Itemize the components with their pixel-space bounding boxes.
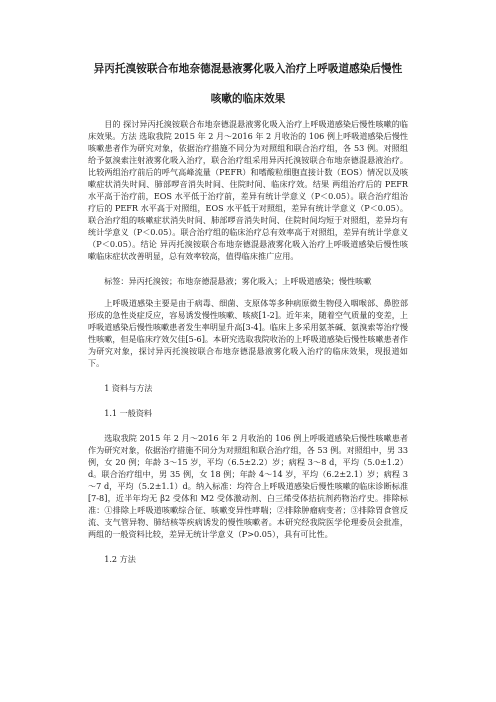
intro-paragraph: 上呼吸道感染主要是由于病毒、细菌、支原体等多种病原微生物侵入咽喉部、鼻腔部形成的急性炎症反应，容易诱发慢性咳嗽、咳痰[1-2]。近年来，随着空气质量的变差，上呼吸道感染后慢性咳嗽患者发生率明显升高[3-4]。临床上多采用氨茶碱、氨溴索等治疗慢性咳嗽，但是临床疗效欠佳[5-6]。本研究选取我院收治的上呼吸道感染后慢性咳嗽患者作为研究对象，探讨异丙托溴铵联合布地奈德混悬液雾化吸入治疗的临床效果，现报道如下。: [88, 298, 408, 368]
abstract-paragraph: 目的 探讨异丙托溴铵联合布地奈德混悬液雾化吸入治疗上呼吸道感染后慢性咳嗽的临床效果。方法 选取我院 2015 年 2 月～2016 年 2 月收治的 106 例上呼吸道感染后慢性咳嗽患者作为研究对象，依据治疗措施不同分为对照组和联合治疗组，各 53 例。对照组给予氨溴索注射液雾化吸入治疗，联合治疗组采用异丙托溴铵联合布地奈德混悬液治疗。比较两组治疗前后的呼气高峰流量（PEFR）和嗜酸粒细胞直接计数（EOS）情况以及咳嗽症状消失时间、肺部啰音消失时间、住院时间、临床疗效。结果 两组治疗后的 PEFR 水平高于治疗前，EOS 水平低于治疗前，差异有统计学意义（P＜0.05）。联合治疗组治疗后的 PEFR 水平高于对照组，EOS 水平低于对照组，差异有统计学意义（P＜0.05）。联合治疗组的咳嗽症状消失时间、肺部啰音消失时间、住院时间均短于对照组，差异均有统计学意义（P＜0.05）。联合治疗组的临床治疗总有效率高于对照组，差异有统计学意义（P＜0.05）。结论 异丙托溴铵联合布地奈德混悬液雾化吸入治疗上呼吸道感染后慢性咳嗽临床症状改善明显，总有效率较高，值得临床推广应用。: [88, 119, 408, 261]
section-heading-1-1: 1.1 一般资料: [104, 408, 153, 418]
keywords-line: 标签：异丙托溴铵；布地奈德混悬液；雾化吸入；上呼吸道感染；慢性咳嗽: [104, 276, 372, 286]
section-heading-1-2: 1.2 方法: [104, 554, 136, 564]
title-line-2: 咳嗽的临床效果: [210, 93, 286, 105]
section-heading-1: 1 资料与方法: [104, 383, 153, 393]
general-data-paragraph: 选取我院 2015 年 2 月～2016 年 2 月收治的 106 例上呼吸道感染后慢性咳嗽患者作为研究对象，依据治疗措施不同分为对照组和联合治疗组，各 53 例。对照组中，男 33 例，女 20 例；年龄 3～15 岁，平均（6.5±2.2）岁；病程 3～8 d，平均（5.0±1.2）d。联合治疗组中，男 35 例，女 18 例；年龄 4～14 岁，平均（6.2±2.1）岁；病程 3～7 d，平均（5.2±1.1）d。纳入标准：均符合上呼吸道感染后慢性咳嗽的临床诊断标准[7-8]，近半年均无 β2 受体和 M2 受体激动剂、白三烯受体拮抗剂药物治疗史。排除标准：①排除上呼吸道咳嗽综合征、咳嗽变异性哮喘；②排除肿瘤病变者；③排除胃食管反流、支气管异物、肺结核等疾病诱发的慢性咳嗽者。本研究经我院医学伦理委员会批准，两组的一般资料比较，差异无统计学意义（P>0.05），具有可比性。: [88, 433, 408, 539]
title-line-1: 异丙托溴铵联合布地奈德混悬液雾化吸入治疗上呼吸道感染后慢性: [93, 63, 403, 75]
